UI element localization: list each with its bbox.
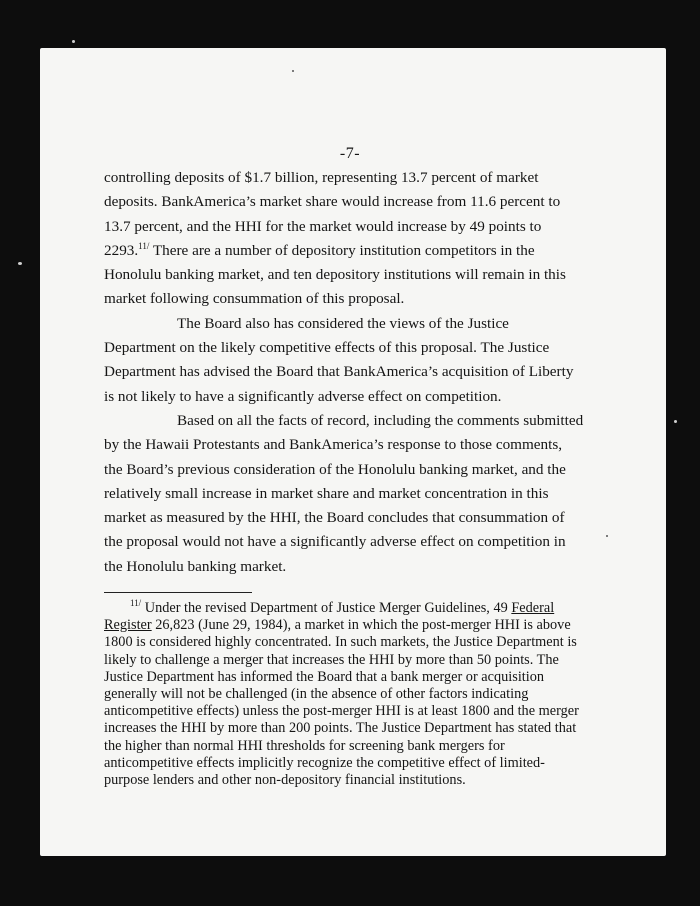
footnote-publication: Federal Register (104, 600, 555, 634)
paragraph-justice-department: The Board also has considered the views of the Justice Department on the likely competitive effects of this proposal. The Justice Department has advised the Board that BankAmerica’s acquisition of Liberty is not likely to have a significantly adverse effect on competition. (104, 314, 574, 405)
footnote-body: 26,823 (June 29, 1984), a market in which the post-merger HHI is above 1800 is considered highly concentrated. In such markets, the Justice Department is likely to challenge a merger that increases the HHI by more than 50 points. The Justice Department has informed the Board that a bank merger or acquisition generally will not be challenged (in the absence of other factors indicating anticompetitive effects) unless the post-merger HHI is at least 1800 and the merger increases the HHI by more than 200 points. The Justice Department has stated that the higher than normal HHI thresholds for screening bank mergers for anticompetitive effects implicitly recognize the competitive effect of limited-purpose lenders and other non-depository financial institutions. (104, 617, 579, 789)
paragraph-conclusion: Based on all the facts of record, including the comments submitted by the Hawaii Protestants and BankAmerica’s response to those comments, the Board’s previous consideration of the Honolulu banking market, and the relatively small increase in market share and market concentration in this market as measured by the HHI, the Board concludes that consummation of the proposal would not have a significantly adverse effect on competition in the Honolulu banking market. (104, 411, 584, 575)
footnote (104, 600, 580, 789)
footnote-reference: 11/ (138, 240, 150, 251)
scan-speck (606, 535, 608, 537)
footnote-marker: 11/ (130, 598, 142, 609)
paragraph-text: controlling deposits of $1.7 billion, representing 13.7 percent of market deposits. BankAmerica’s market share would increase from 11.6 percent to 13.7 percent, and the HHI for the market would increase by 49 points to 2293. (104, 169, 561, 259)
footnote-divider (104, 592, 252, 593)
scan-speck (292, 70, 294, 72)
paragraph-market-share (104, 166, 584, 312)
footnote-intro: Under the revised Department of Justice Merger Guidelines, 49 (144, 600, 508, 616)
scan-speck (72, 40, 75, 43)
body-text (104, 166, 584, 579)
scan-speck (18, 262, 22, 265)
footnote-text (104, 600, 580, 789)
page-number: -7- (339, 145, 361, 162)
paragraph-text: There are a number of depository institution competitors in the Honolulu banking market, and ten depository institutions will remain in this market following consummation of this proposal. (104, 241, 566, 308)
scan-speck (674, 420, 677, 423)
